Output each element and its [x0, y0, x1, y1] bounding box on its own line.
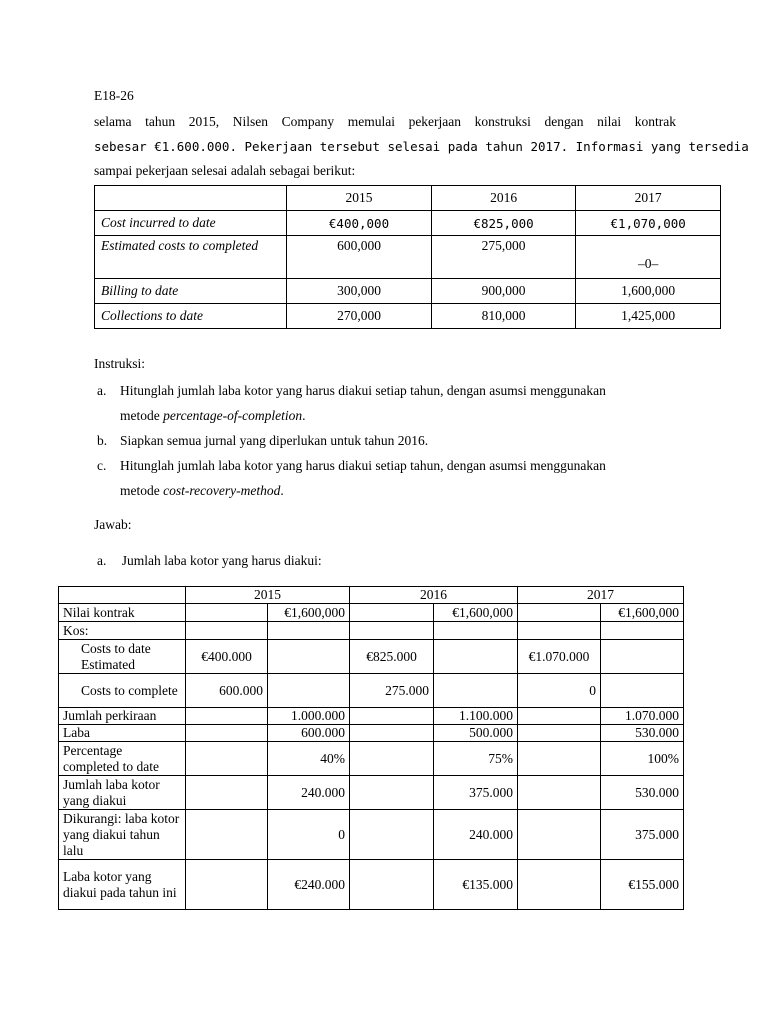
instruction-method-term: percentage-of-completion	[163, 408, 303, 423]
calc-row-dikurangi	[59, 810, 684, 860]
calc-cell	[601, 674, 684, 708]
info-cell: 270,000	[287, 304, 432, 329]
calc-row-jumlah-laba-kotor	[59, 776, 684, 810]
instruction-text-line2	[120, 478, 684, 503]
info-header-year: 2015	[287, 186, 432, 211]
calc-cell	[186, 742, 268, 776]
calc-row-nilai-kontrak	[59, 604, 684, 622]
calc-table	[58, 586, 684, 910]
calc-cell: 530.000	[601, 776, 684, 810]
info-header-year: 2017	[576, 186, 721, 211]
info-cell: 810,000	[431, 304, 576, 329]
info-cell: €1,070,000	[576, 211, 721, 236]
calc-row-laba-tahun-ini	[59, 860, 684, 910]
info-cell: 900,000	[431, 279, 576, 304]
info-row-billing	[95, 279, 721, 304]
exercise-code: E18-26	[94, 88, 134, 103]
info-table-header	[95, 186, 721, 211]
instruction-text-prefix: metode	[120, 483, 164, 498]
calc-cell	[350, 810, 434, 860]
instruction-text-prefix: metode	[120, 408, 164, 423]
calc-cell: €155.000	[601, 860, 684, 910]
calc-cell: 1.100.000	[434, 708, 518, 725]
instruction-method-term: cost-recovery-method	[163, 483, 281, 498]
calc-cell: €135.000	[434, 860, 518, 910]
info-cell: 300,000	[287, 279, 432, 304]
calc-cell	[434, 622, 518, 640]
instruction-marker: c.	[97, 458, 107, 473]
calc-cell	[601, 622, 684, 640]
calc-cell: 375.000	[434, 776, 518, 810]
instruction-text: Hitunglah jumlah laba kotor yang harus diakui setiap tahun, dengan asumsi menggunakan	[120, 383, 606, 398]
calc-header-row	[59, 587, 684, 604]
calc-header-year: 2017	[518, 587, 684, 604]
calc-row-costs-to-date	[59, 640, 684, 674]
instruction-item-a	[94, 378, 684, 428]
instructions-list	[94, 378, 684, 503]
calc-cell	[350, 604, 434, 622]
info-cell: 1,600,000	[576, 279, 721, 304]
calc-row-label: Dikurangi: laba kotor yang diakui tahun lalu	[59, 810, 186, 860]
calc-cell: 500.000	[434, 725, 518, 742]
calc-row-label: Nilai kontrak	[59, 604, 186, 622]
calc-row-label: Costs to date Estimated	[59, 640, 186, 674]
calc-cell: 40%	[268, 742, 350, 776]
info-cell: €400,000	[287, 211, 432, 236]
calc-cell	[268, 674, 350, 708]
calc-row-label: Costs to complete	[59, 674, 186, 708]
info-row-estimated-costs	[95, 236, 721, 279]
calc-cell	[350, 622, 434, 640]
calc-cell: 275.000	[350, 674, 434, 708]
instruction-text-suffix: .	[302, 408, 306, 423]
calc-cell: 0	[268, 810, 350, 860]
calc-row-label: Percentage completed to date	[59, 742, 186, 776]
calc-row-laba	[59, 725, 684, 742]
calc-cell: 100%	[601, 742, 684, 776]
instructions-heading: Instruksi:	[94, 356, 146, 371]
calc-cell: 240.000	[434, 810, 518, 860]
info-cell: 275,000	[431, 236, 576, 279]
calc-cell: 375.000	[601, 810, 684, 860]
calc-cell	[350, 725, 434, 742]
answer-sub-text: Jumlah laba kotor yang harus diakui:	[121, 553, 322, 568]
calc-cell: €1.070.000	[518, 640, 601, 674]
intro-line-1: selama tahun 2015, Nilsen Company memulai pekerjaan konstruksi dengan nilai kontrak	[94, 114, 676, 129]
info-cell: 1,425,000	[576, 304, 721, 329]
instruction-text: Siapkan semua jurnal yang diperlukan untuk tahun 2016.	[120, 433, 429, 448]
calc-row-label: Laba	[59, 725, 186, 742]
calc-cell: €400.000	[186, 640, 268, 674]
info-cell: –0–	[576, 236, 721, 279]
calc-row-label: Kos:	[59, 622, 186, 640]
calc-cell	[518, 708, 601, 725]
intro-line-3: sampai pekerjaan selesai adalah sebagai berikut:	[94, 163, 356, 178]
info-header-year: 2016	[431, 186, 576, 211]
instruction-item-c	[94, 453, 684, 503]
calc-cell	[186, 622, 268, 640]
calc-cell: 1.000.000	[268, 708, 350, 725]
info-row-collections	[95, 304, 721, 329]
calc-cell	[518, 622, 601, 640]
info-row-label: Collections to date	[95, 304, 287, 329]
calc-cell	[186, 725, 268, 742]
calc-cell: €240.000	[268, 860, 350, 910]
calc-cell	[350, 860, 434, 910]
calc-row-kos	[59, 622, 684, 640]
calc-cell: 0	[518, 674, 601, 708]
calc-cell: 530.000	[601, 725, 684, 742]
info-cell: 600,000	[287, 236, 432, 279]
calc-cell	[518, 725, 601, 742]
calc-row-percentage	[59, 742, 684, 776]
intro-paragraph	[94, 110, 749, 184]
info-row-cost-incurred	[95, 211, 721, 236]
answer-sub-marker: a.	[97, 553, 107, 568]
calc-cell	[186, 810, 268, 860]
calc-cell	[518, 776, 601, 810]
instruction-text-line2	[120, 403, 684, 428]
calc-cell: 600.000	[186, 674, 268, 708]
calc-cell	[186, 604, 268, 622]
calc-cell: 600.000	[268, 725, 350, 742]
info-row-label: Cost incurred to date	[95, 211, 287, 236]
calc-cell	[186, 860, 268, 910]
calc-cell: 75%	[434, 742, 518, 776]
calc-cell: €825.000	[350, 640, 434, 674]
calc-cell: 240.000	[268, 776, 350, 810]
info-header-empty	[95, 186, 287, 211]
instruction-marker: b.	[97, 433, 108, 448]
calc-cell	[186, 776, 268, 810]
info-table	[94, 185, 721, 329]
info-row-label: Billing to date	[95, 279, 287, 304]
calc-row-jumlah-perkiraan	[59, 708, 684, 725]
calc-cell	[268, 640, 350, 674]
calc-cell	[268, 622, 350, 640]
calc-cell	[518, 810, 601, 860]
instruction-text: Hitunglah jumlah laba kotor yang harus diakui setiap tahun, dengan asumsi menggunakan	[120, 458, 606, 473]
calc-cell	[186, 708, 268, 725]
calc-cell	[434, 674, 518, 708]
info-row-label: Estimated costs to completed	[95, 236, 287, 279]
calc-row-costs-to-complete	[59, 674, 684, 708]
answer-sub-heading	[97, 553, 322, 569]
calc-row-label: Laba kotor yang diakui pada tahun ini	[59, 860, 186, 910]
intro-line-2: sebesar €1.600.000. Pekerjaan tersebut selesai pada tahun 2017. Informasi yang tersedia	[94, 138, 749, 154]
calc-cell	[350, 776, 434, 810]
calc-cell	[518, 860, 601, 910]
calc-row-label: Jumlah perkiraan	[59, 708, 186, 725]
answer-heading: Jawab:	[94, 517, 132, 532]
calc-cell	[518, 604, 601, 622]
calc-cell: 1.070.000	[601, 708, 684, 725]
calc-cell	[350, 708, 434, 725]
calc-cell: €1,600,000	[601, 604, 684, 622]
instruction-text-suffix: .	[280, 483, 284, 498]
calc-cell	[518, 742, 601, 776]
calc-header-year: 2016	[350, 587, 518, 604]
calc-header-empty	[59, 587, 186, 604]
instruction-marker: a.	[97, 383, 107, 398]
calc-row-label: Jumlah laba kotor yang diakui	[59, 776, 186, 810]
info-cell: €825,000	[431, 211, 576, 236]
calc-cell: €1,600,000	[268, 604, 350, 622]
calc-header-year: 2015	[186, 587, 350, 604]
calc-cell: €1,600,000	[434, 604, 518, 622]
calc-cell	[350, 742, 434, 776]
calc-cell	[434, 640, 518, 674]
instruction-item-b	[94, 428, 684, 453]
calc-cell	[601, 640, 684, 674]
